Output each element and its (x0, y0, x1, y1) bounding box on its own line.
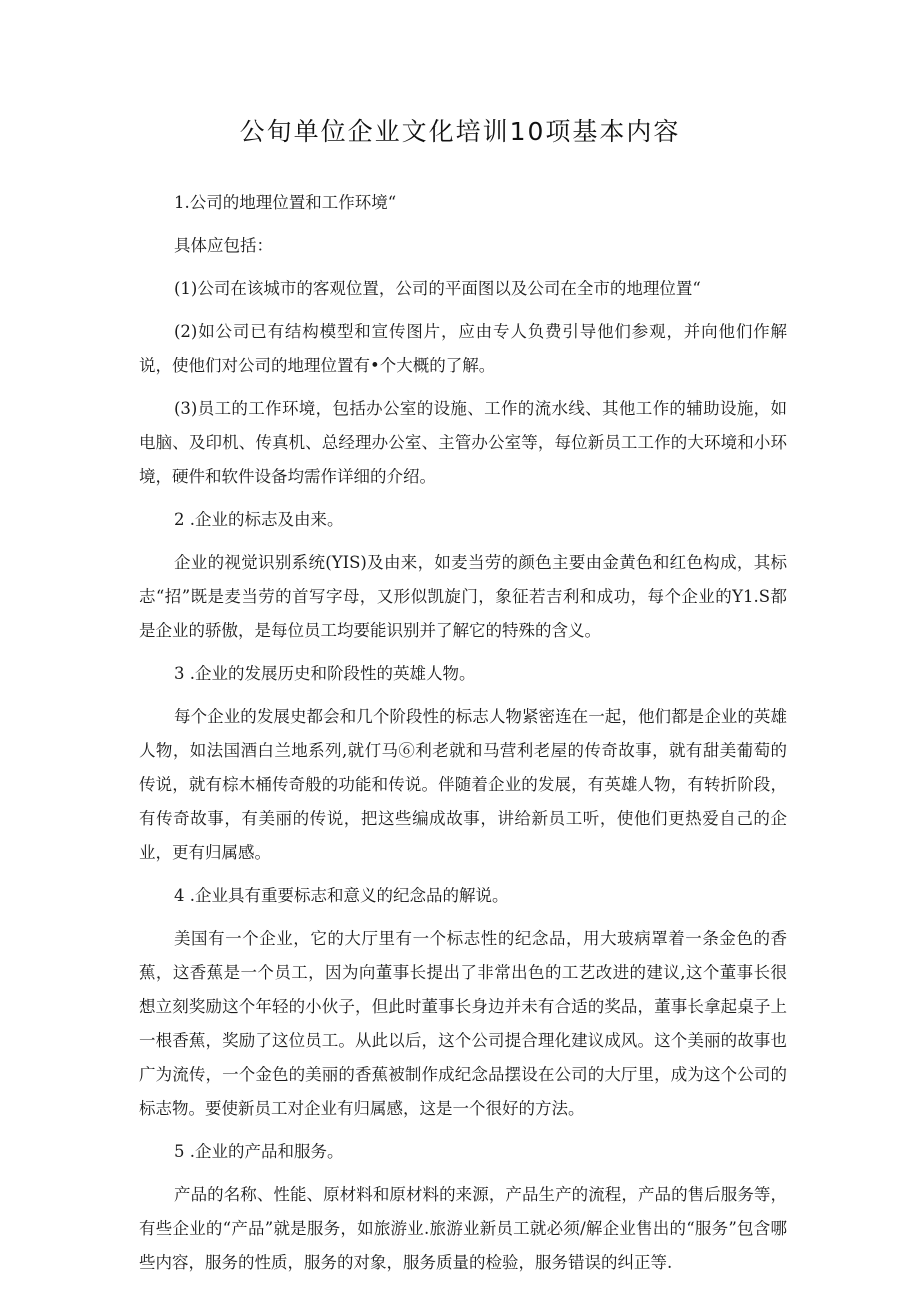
paragraph-section-5-heading: 5 .企业的产品和服务。 (174, 1142, 344, 1161)
document-title: 公旬单位企业文化培训10项基本内容 (239, 117, 681, 146)
paragraph-section-3-heading: 3 .企业的发展历史和阶段性的英雄人物。 (174, 664, 476, 683)
paragraph-item-1: (1)公司在该城市的客观位置，公司的平面图以及公司在全市的地理位置“ (174, 279, 701, 298)
paragraph-includes: 具体应包括： (174, 236, 273, 255)
paragraph-section-4-body: 美国有一个企业，它的大厅里有一个标志性的纪念品，用大玻病罩着一条金色的香蕉，这香蕉是一个员工，因为向董事长提出了非常出色的工艺改进的建议,这个董事长很想立刻奖励这个年轻的小伙子，但此时董事长身边并未有合适的奖品，董事长拿起桌子上一根香蕉，奖励了这位员工。从此以后，这个公司提合理化建议成风。这个美丽的故事也广为流传，一个金色的美丽的香蕉被制作成纪念品摆设在公司的大厅里，成为这个公司的标志物。要使新员工对企业有归属感，这是一个很好的方法。 (139, 929, 787, 1118)
paragraph-item-2: (2)如公司已有结构模型和宣传图片，应由专人负费引导他们参观，并向他们作解说，使他们对公司的地理位置有•个大概的了解。 (139, 322, 787, 375)
paragraph-section-5-body: 产品的名称、性能、原材料和原材料的来源，产品生产的流程，产品的售后服务等，有些企业的“产品”就是服务，如旅游业.旅游业新员工就必须/解企业售出的“服务”包含哪些内容，服务的性质，服务的对象，服务质量的检验，服务错误的纠正等. (139, 1185, 787, 1272)
paragraph-section-2-heading: 2 .企业的标志及由来。 (174, 510, 344, 529)
paragraph-section-3-body: 每个企业的发展史都会和几个阶段性的标志人物紧密连在一起，他们都是企业的英雄人物，如法国酒白兰地系列,就仃马⑥利老就和马营利老屋的传奇故事，就有甜美葡萄的传说，就有棕木桶传奇般的功能和传说。伴随着企业的发展，有英雄人物，有转折阶段，有传奇故事，有美丽的传说，把这些编成故事，讲给新员工听，使他们更热爱自己的企业，更有归属感。 (139, 707, 787, 862)
paragraph-section-2-body: 企业的视觉识别系统(YIS)及由来，如麦当劳的颜色主要由金黄色和红色构成，其标志“招”既是麦当劳的首写字母，又形似凯旋门，象征若吉利和成功，每个企业的Y1.S都是企业的骄傲，是每位员工均要能识别并了解它的特殊的含义。 (139, 553, 787, 640)
paragraph-item-3: (3)员工的工作环境，包括办公室的设施、工作的流水线、其他工作的辅助设施，如电脑、及印机、传真机、总经理办公室、主管办公室等，每位新员工工作的大环境和小环境，硬件和软件设备均需作详细的介绍。 (139, 399, 787, 486)
paragraph-section-4-heading: 4 .企业具有重要标志和意义的纪念品的解说。 (174, 886, 509, 905)
paragraph-section-1-heading: 1.公司的地理位置和工作环境“ (174, 193, 397, 212)
document-body (139, 186, 787, 1289)
